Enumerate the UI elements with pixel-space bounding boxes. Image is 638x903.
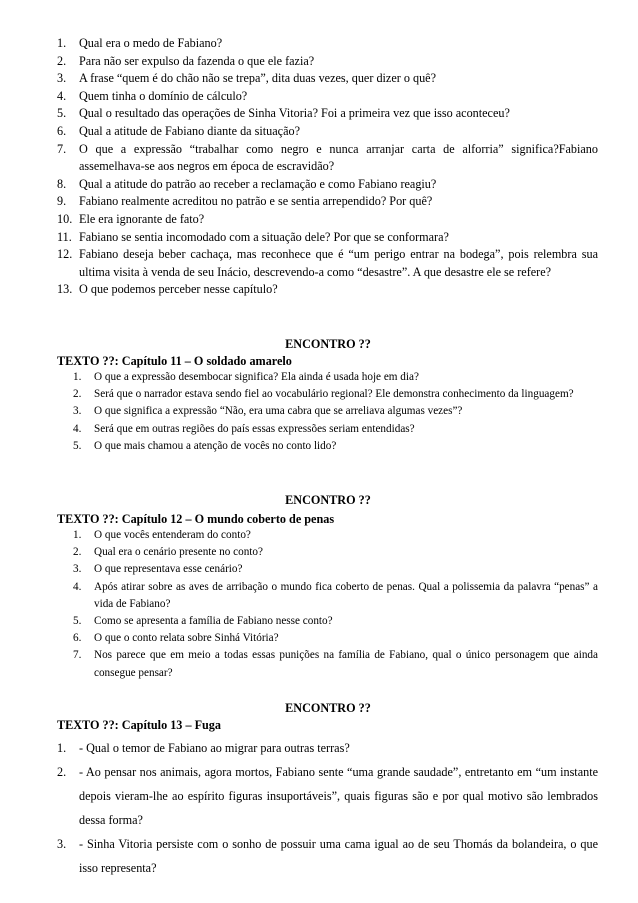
question-number: 5. <box>73 439 82 452</box>
question-text: O que significa a expressão “Não, era uma cabra que se arreliava algumas vezes”? <box>94 405 463 418</box>
question-text: Fabiano se sentia incomodado com a situação dele? Por que se conformara? <box>79 229 449 244</box>
question-number: 2. <box>73 388 82 401</box>
question-text: - Qual o temor de Fabiano ao migrar para outras terras? <box>79 741 350 755</box>
question-list-1 <box>57 35 598 299</box>
question-item <box>57 246 598 281</box>
question-text: O que a expressão desembocar significa? Ela ainda é usada hoje em dia? <box>94 371 419 383</box>
question-number: 2. <box>73 546 82 559</box>
question-item <box>57 35 598 53</box>
question-item <box>57 88 598 106</box>
question-number: 3. <box>73 563 82 576</box>
question-number: 4. <box>57 88 67 103</box>
question-text: A frase “quem é do chão não se trepa”, dita duas vezes, quer dizer o quê? <box>79 71 437 86</box>
question-item <box>57 736 598 760</box>
question-item <box>73 369 598 386</box>
question-text: Para não ser expulso da fazenda o que ele fazia? <box>79 53 315 68</box>
question-item <box>57 53 598 71</box>
question-item <box>57 176 598 194</box>
section-heading-4: ENCONTRO ?? <box>285 701 371 715</box>
question-number: 9. <box>57 194 67 209</box>
question-number: 4. <box>73 422 82 435</box>
question-number: 5. <box>73 615 82 628</box>
question-list-2 <box>73 369 598 455</box>
section-subheading-4: TEXTO ??: Capítulo 13 – Fuga <box>57 718 221 732</box>
question-text: Será que o narrador estava sendo fiel ao vocabulário regional? Ele demonstra conhecimento da linguagem? <box>94 388 574 401</box>
question-text: Ele era ignorante de fato? <box>79 211 205 226</box>
question-number: 7. <box>73 649 82 662</box>
question-text: O que representava esse cenário? <box>94 563 243 576</box>
question-text: Como se apresenta a família de Fabiano nesse conto? <box>94 615 333 628</box>
question-text: Será que em outras regiões do país essas expressões seriam entendidas? <box>94 422 415 435</box>
question-item <box>57 105 598 123</box>
section-subheading-3: TEXTO ??: Capítulo 12 – O mundo coberto de penas <box>57 512 335 526</box>
question-text: O que o conto relata sobre Sinhá Vitória? <box>94 632 279 645</box>
question-item <box>57 229 598 247</box>
question-text: Fabiano deseja beber cachaça, mas reconhece que é “um perigo entrar na bodega”, pois relembra sua ultima visita à venda de seu Inácio, descrevendo-a como “desastre”. A que desastre ele se refere? <box>79 247 598 279</box>
question-text: Nos parece que em meio a todas essas punições na família de Fabiano, qual o único personagem que ainda consegue pensar? <box>94 649 598 679</box>
question-text: - Ao pensar nos animais, agora mortos, Fabiano sente “uma grande saudade”, entretanto em “um instante depois vieram-lhe ao espírito figuras insuportáveis”, quais figuras são e por qual motivo são lembrados dessa forma? <box>79 765 598 827</box>
question-item <box>73 647 598 681</box>
question-item <box>73 438 598 455</box>
question-item <box>73 421 598 438</box>
question-number: 2. <box>57 765 67 779</box>
question-number: 11. <box>57 229 72 244</box>
question-text: Após atirar sobre as aves de arribação o mundo fica coberto de penas. Qual a polissemia da palavra “penas” a vida de Fabiano? <box>94 580 598 610</box>
question-item <box>73 579 598 613</box>
question-item <box>57 141 598 176</box>
section-heading-3: ENCONTRO ?? <box>285 493 371 507</box>
question-item <box>57 760 598 832</box>
question-text: O que podemos perceber nesse capítulo? <box>79 282 278 297</box>
question-text: Qual era o cenário presente no conto? <box>94 546 263 559</box>
question-item <box>73 544 598 561</box>
question-text: Qual era o medo de Fabiano? <box>79 36 223 50</box>
question-text: Qual o resultado das operações de Sinha Vitoria? Foi a primeira vez que isso aconteceu? <box>79 106 510 121</box>
question-number: 1. <box>57 741 67 755</box>
question-text: O que mais chamou a atenção de vocês no conto lido? <box>94 439 337 452</box>
question-text: O que a expressão “trabalhar como negro e nunca arranjar carta de alforria” significa?Fabiano assemelhava-se aos negros em época de escravidão? <box>79 141 598 174</box>
question-list-4 <box>57 736 598 880</box>
question-text: Qual a atitude do patrão ao receber a reclamação e como Fabiano reagiu? <box>79 176 437 191</box>
question-text: O que vocês entenderam do conto? <box>94 529 251 541</box>
question-number: 3. <box>73 405 82 418</box>
question-item <box>73 561 598 578</box>
question-number: 1. <box>73 371 82 383</box>
section-heading-2: ENCONTRO ?? <box>285 337 371 351</box>
question-number: 13. <box>57 282 73 297</box>
question-number: 3. <box>57 837 67 851</box>
question-number: 6. <box>73 632 82 645</box>
question-item <box>57 281 598 299</box>
question-text: Qual a atitude de Fabiano diante da situação? <box>79 123 300 138</box>
question-item <box>57 193 598 211</box>
question-item <box>73 630 598 647</box>
question-number: 1. <box>57 36 67 50</box>
question-number: 8. <box>57 176 67 191</box>
question-text: Fabiano realmente acreditou no patrão e se sentia arrependido? Por quê? <box>79 194 433 209</box>
question-item <box>73 403 598 420</box>
question-item <box>57 70 598 88</box>
question-number: 12. <box>57 247 73 262</box>
question-text: - Sinha Vitoria persiste com o sonho de possuir uma cama igual ao de seu Thomás da bolandeira, o que isso representa? <box>79 837 598 875</box>
question-item <box>57 211 598 229</box>
question-item <box>73 527 598 544</box>
question-list-3 <box>73 527 598 682</box>
question-item <box>57 123 598 141</box>
question-number: 6. <box>57 123 67 138</box>
section-subheading-2: TEXTO ??: Capítulo 11 – O soldado amarelo <box>57 354 292 368</box>
question-number: 4. <box>73 580 82 593</box>
question-number: 3. <box>57 71 67 86</box>
question-number: 5. <box>57 106 67 121</box>
question-item <box>73 386 598 403</box>
question-number: 1. <box>73 529 82 541</box>
question-item <box>57 832 598 880</box>
question-number: 10. <box>57 211 73 226</box>
question-text: Quem tinha o domínio de cálculo? <box>79 88 248 103</box>
question-item <box>73 613 598 630</box>
question-number: 7. <box>57 141 67 156</box>
question-number: 2. <box>57 53 67 68</box>
